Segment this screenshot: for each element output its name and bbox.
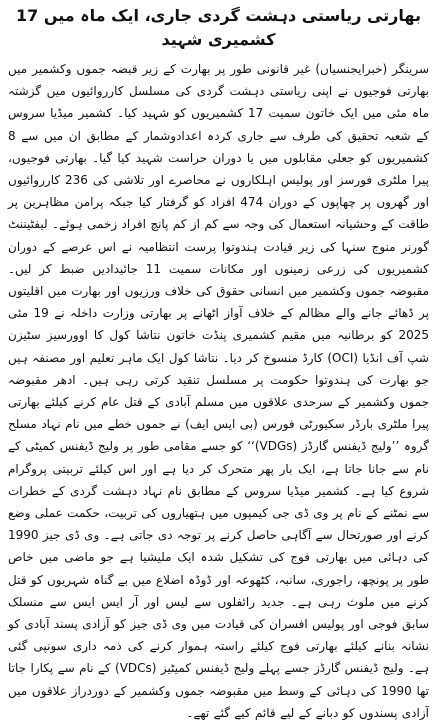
article-headline: بھارتی ریاستی دہشت گردی جاری، ایک ماہ میں 17 کشمیری شہید: [16, 6, 421, 49]
article-body: سرینگر (خبرایجنسیاں) غیر قانونی طور پر بھارت کے زیر قبضہ جموں وکشمیر میں بھارتی فوجیوں نے اپنی ریاستی دہشت گردی کی مسلسل کارروائیوں میں گزشتہ ماہ مئی میں ایک خاتون سمیت 17 کشمیریوں کو شہید کیا۔ کشمیر میڈیا سروس کے شعبہ تحقیق کی طرف سے جاری کردہ اعدادوشمار کے مطابق ان میں سے 8 کشمیریوں کو جعلی مقابلوں میں یا دوران حراست شہید کیا گیا۔ بھارتی فوجیوں، پیرا ملٹری فورسز اور پولیس اہلکاروں نے محاصرے اور تلاشی کی 236 کارروائیوں اور گھروں پر چھاپوں کے دوران 474 افراد کو گرفتار کیا جبکہ پرامن مظاہرین پر طاقت کے وحشیانہ استعمال کی وجہ سے کم از کم پانچ افراد زخمی ہوئے۔ لیفٹیننٹ گورنر منوج سنہا کی زیر قیادت ہندوتوا پرست انتظامیہ نے اس عرصے کے دوران کشمیریوں کی زرعی زمینوں اور مکانات سمیت 11 جائیدادیں ضبط کر لیں۔ مقبوضہ جموں وکشمیر میں انسانی حقوق کی خلاف ورزیوں اور بھارت میں اقلیتوں پر ڈھائے جانے والے مظالم کے خلاف آواز اٹھانے پر بھارتی وزارت داخلہ نے 19 مئی 2025 کو برطانیہ میں مقیم کشمیری پنڈت خاتون نتاشا کول کا اوورسیز سٹیزن شپ آف انڈیا (OCI) کارڈ منسوخ کر دیا۔ نتاشا کول ایک ماہر تعلیم اور مصنفہ ہیں جو بھارت کی ہندوتوا حکومت پر مسلسل تنقید کرتی رہی ہیں۔ ادھر مقبوضہ جموں وکشمیر کے سرحدی علاقوں میں مسلم آبادی کے قتل عام کرنے کیلئے بھارتی پیرا ملٹری بارڈر سکیورٹی فورس (بی ایس ایف) نے جموں خطے میں نام نہاد مسلح گروہ ’’ولیج ڈیفنس گارڈز (VDGs)‘‘ کو جسے مقامی طور پر ولیج ڈیفنس کمیٹی کے نام سے جانا جاتا ہے، ایک بار پھر متحرک کر دیا ہے اور اس کیلئے تربیتی پروگرام شروع کیا ہے۔ کشمیر میڈیا سروس کے مطابق نام نہاد دہشت گردی کے خطرات سے نمٹنے کے نام پر وی ڈی جی کیمپوں میں ہتھیاروں کی تربیت، حکمت عملی وضع کرنے اور صورتحال سے آگاہی حاصل کرنے پر توجہ دی جاتی ہے۔ وی ڈی جیز 1990 کی دہائی میں بھارتی فوج کی تشکیل شدہ ایک ملیشیا ہے جو ماضی میں خاص طور پر پونچھ، راجوری، سانبہ، کٹھوعہ اور ڈوڈہ اضلاع میں بے گناہ شہریوں کو قتل کرنے میں ملوث رہی ہے۔ جدید رائفلوں سے لیس اور آر ایس ایس سے منسلک سابق فوجی اور پولیس افسران کی قیادت میں وی ڈی جیز کو آزادی پسند آبادی کو نشانہ بنانے کیلئے بھارتی فوج کیلئے راستہ ہموار کرنے کی ذمہ داری سونپی گئی ہے۔ ولیج ڈیفنس گارڈز جسے پہلے ولیج ڈیفنس کمیٹیز (VDCs) کے نام سے پکارا جاتا تھا 1990 کی دہائی کے وسط میں مقبوضہ جموں وکشمیر کے دوردراز علاقوں میں آزادی پسندوں کو دبانے کے لیے قائم کیے گئے تھے۔: [8, 62, 429, 720]
